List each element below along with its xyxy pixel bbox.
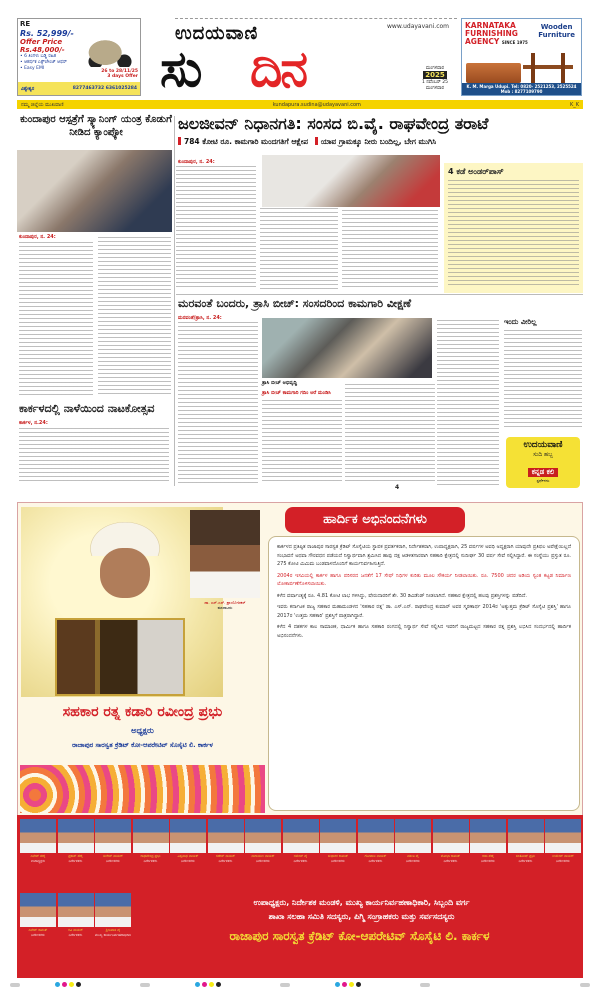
scooter-feature: • 6 ತಿಂಗಳು ಬಡ್ಡಿ ರಹಿತ <box>20 54 57 59</box>
secondary-portrait <box>190 510 260 598</box>
member-role: ನಿರ್ದೇಶಕರು <box>31 932 45 937</box>
color-dot <box>209 982 214 987</box>
color-dot <box>342 982 347 987</box>
member-name: ರವಿ ನಾಯಕ್ <box>68 928 83 932</box>
member-photo <box>20 819 56 853</box>
promo-badge: ಕನ್ನಡ ಕಲಿ <box>528 468 559 477</box>
masthead-dina: ದಿನ <box>250 40 307 98</box>
member-photo <box>58 819 94 853</box>
promo-title: ಉದಯವಾಣಿ <box>523 440 563 450</box>
member-card <box>95 893 131 955</box>
member-photo <box>95 893 131 927</box>
edition-code: K_K <box>569 101 579 108</box>
member-role: ಉಪಾಧ್ಯಕ್ಷರು <box>30 858 46 863</box>
member-name: ಗಣೇಶ್ ನಾಯಕ್ <box>215 854 236 858</box>
color-dot <box>202 982 207 987</box>
member-role: ನಿರ್ದೇಶಕರು <box>68 858 83 863</box>
scooter-feature: • Easy EMI <box>20 66 45 71</box>
left-article-photo <box>17 150 172 232</box>
main-article-subheads <box>178 137 583 147</box>
registration-pill <box>420 983 430 987</box>
member-photo <box>545 819 581 853</box>
felicitation-paragraph: ಕಳೆದ 4 ದಶಕಗಳ ಕಾಲ ಸಾಮಾಜಿಕ, ಧಾರ್ಮಿಕ ಹಾಗೂ ಸಹಕಾರಿ ರಂಗದಲ್ಲಿ ನಿಸ್ವಾರ್ಥ ಸೇವೆ ಸಲ್ಲಿಸಿದ ಇವರಿಗೆ ರಾಜ್ಯಮಟ್ಟದ ಸಹಕಾರ ರತ್ನ ಪ್ರಶಸ್ತಿ ಲಭಿಸಿದ ಸಂದರ್ಭದಲ್ಲಿ ಹಾರ್ದಿಕ ಅಭಿನಂದನೆಗಳು. <box>277 624 571 639</box>
karkala-article-headline[interactable]: ಕಾರ್ಕಳದಲ್ಲಿ ನಾಳೆಯಿಂದ ನಾಟಕೋತ್ಸವ <box>19 402 155 415</box>
member-card <box>395 819 431 881</box>
masthead-su: ಸು <box>160 40 201 98</box>
member-name: ಶ್ರೀನಿವಾಸ ಪೈ <box>105 928 121 932</box>
scooter-offer-price: Rs.48,000/- <box>20 46 65 54</box>
member-photo <box>58 893 94 927</box>
member-role: ಮುಖ್ಯ ಕಾರ್ಯನಿರ್ವಹಣಾಧಿಕಾರಿ <box>95 932 131 937</box>
karkala-article-body <box>19 428 169 484</box>
member-name: ವಿಶ್ವನಾಥ ನಾಯಕ್ <box>177 854 199 858</box>
maravanthe-article-headline[interactable]: ಮರವಂತೆ ಬಂದರು, ತ್ರಾಸಿ ಬೀಚ್: ಸಂಸದರಿಂದ ಕಾಮಗಾರಿ ವೀಕ್ಷಣೆ <box>178 297 412 310</box>
honoree-society: ರಾಜಾಪುರ ಸಾರಸ್ವತ ಕ್ರೆಡಿಟ್ ಕೋ-ಆಪರೇಟಿವ್ ಸೊಸೈಟಿ ಲಿ. ಕಾರ್ಕಳ <box>72 741 213 749</box>
member-photo <box>470 819 506 853</box>
maravanthe-photo <box>262 318 432 378</box>
company-line-2: FURNISHING <box>465 29 518 38</box>
year-badge: 2025 <box>425 71 445 79</box>
main-article-headline[interactable]: ಜಲಜೀವನ್ ನಿಧಾನಗತಿ: ಸಂಸದ ಬಿ.ವೈ. ರಾಘವೇಂದ್ರ ತರಾಟೆ <box>178 114 489 133</box>
udayavani-sudi-habba-promo[interactable] <box>506 437 580 488</box>
member-card <box>208 819 244 881</box>
product-line-2: Furniture <box>538 31 575 39</box>
felicitation-paragraph: ಕಳೆದ ವರ್ಷಾಂತ್ಯಕ್ಕೆ ರೂ. 4.81 ಕೋಟಿ ಲಾಭ ಗಳಿಸಿದ್ದು, ಷೇರುದಾರರಿಗೆ ಶೇ. 30 ಡಿವಿಡೆಂಡ್ ನೀಡಲಾಗಿದೆ. ಸಹಕಾರ ಕ್ಷೇತ್ರದಲ್ಲಿ ಹಲವು ಪ್ರಶಸ್ತಿಗಳನ್ನು ಪಡೆದಿದೆ. <box>277 592 527 599</box>
scooter-image <box>86 31 134 67</box>
underpass-body <box>448 180 579 288</box>
member-role: ನಿರ್ದೇಶಕರು <box>443 858 458 863</box>
member-card <box>95 819 131 881</box>
cmyk-dots <box>195 982 221 987</box>
scooter-ad[interactable] <box>17 18 141 96</box>
award-frames-image <box>55 618 185 696</box>
furniture-contact-bar <box>462 83 581 95</box>
furniture-product <box>538 23 575 39</box>
color-dot <box>335 982 340 987</box>
member-card <box>545 819 581 881</box>
scooter-offer-label: Offer Price <box>20 38 63 46</box>
member-card <box>170 819 206 881</box>
member-role: ನಿರ್ದೇಶಕರು <box>556 858 570 863</box>
honoree-title: ಸಹಕಾರ ರತ್ನ ಕಡಾರಿ ರವೀಂದ್ರ ಪ್ರಭು <box>62 704 223 720</box>
color-dot <box>195 982 200 987</box>
member-name: ದಿನೇಶ್ ಕಾಮತ್ <box>28 928 48 932</box>
top-rule <box>175 18 457 19</box>
maravanthe-body-col1 <box>178 322 258 484</box>
maravanthe-body-col4 <box>437 320 499 485</box>
company-line-3: AGENCY <box>465 37 500 46</box>
member-photo <box>508 819 544 853</box>
scooter-feature: • ಆಕರ್ಷಕ ಎಕ್ಸ್‌ಚೇಂಜ್ ಆಫರ್ <box>20 60 67 65</box>
member-role: ನಿರ್ದೇಶಕರು <box>518 858 533 863</box>
dining-table-image <box>523 53 573 83</box>
member-name: ಪ್ರಕಾಶ್ ಶೆಣೈ <box>68 854 83 858</box>
cmyk-dots <box>55 982 81 987</box>
issue-date: 1 ನವೆಂಬರ್ 25 <box>422 80 448 85</box>
member-name: ನಾರಾಯಣ ನಾಯಕ್ <box>251 854 275 858</box>
members-line-2: ಶಾಖಾ ಸಲಹಾ ಸಮಿತಿ ಸದಸ್ಯರು, ಪಿಗ್ಮಿ ಸಂಗ್ರಾಹಕರು ಮತ್ತು ಸರ್ವಸದಸ್ಯರು <box>268 912 455 921</box>
dealer-name: ವಿಶ್ವೇಶ್ವರ <box>21 86 35 92</box>
color-dot <box>356 982 361 987</box>
member-card <box>20 893 56 955</box>
member-name: ಸಂತೋಷ್ ಪ್ರಭು <box>515 854 536 858</box>
member-photo <box>395 819 431 853</box>
main-article-body-col1 <box>176 166 256 290</box>
masthead-udayavani: ಉದಯವಾಣಿ <box>175 23 259 44</box>
maravanthe-body-col3 <box>345 384 435 484</box>
color-dot <box>216 982 221 987</box>
promo-subtitle: ಸುದಿ ಹಬ್ಬ <box>533 451 553 458</box>
member-name: ದಿನೇಶ್ ಶೆಣೈ <box>30 854 46 858</box>
member-photo <box>95 819 131 853</box>
member-card <box>433 819 469 881</box>
scooter-brand: RE <box>20 20 31 28</box>
color-dot <box>69 982 74 987</box>
member-card <box>358 819 394 881</box>
left-article-headline[interactable]: ಕುಂದಾಪುರ ಆಸ್ಪತ್ರೆಗೆ ಸ್ಕ್ಯಾನಿಂಗ್ ಯಂತ್ರ ಕೊಡುಗೆ ನೀಡಿದ ಕ್ಯಾಂಪ್ಕೋ <box>20 114 172 138</box>
dealer-phone-1: 8277463732 <box>72 86 105 91</box>
member-role: ನಿರ್ದೇಶಕರು <box>481 858 495 863</box>
member-role: ನಿರ್ದೇಶಕರು <box>106 858 120 863</box>
left-article-dateline: ಕುಂದಾಪುರ, ನ. 24: <box>19 234 56 240</box>
indu-viralla-heading: ಇಂದು ವೀರಿಲ್ಲ <box>504 318 537 326</box>
trasi-photo-caption: ತ್ರಾಸಿ ಬೀಚ್ ಅಭಿವೃದ್ಧಿ <box>262 380 298 386</box>
member-name: ಶೋಭಾ ಕಾಮತ್ <box>440 854 461 858</box>
member-role: ನಿರ್ದೇಶಕರು <box>331 858 345 863</box>
member-photo <box>133 819 169 853</box>
maravanthe-dateline: ಮರವಂತೆ/ತ್ರಾಸಿ, ನ. 24: <box>178 315 222 321</box>
congratulations-banner: ಹಾರ್ದಿಕ ಅಭಿನಂದನೆಗಳು <box>285 507 465 533</box>
issue-place: ಮಂಗಳವಾರ <box>425 86 444 91</box>
scooter-offer-dates <box>101 69 138 79</box>
honoree-role: ಅಧ್ಯಕ್ಷರು <box>131 726 154 735</box>
member-role: ನಿರ್ದೇಶಕರು <box>68 932 83 937</box>
furniture-company <box>465 22 528 47</box>
cmyk-dots <box>335 982 361 987</box>
dealer-phones <box>73 86 137 91</box>
scooter-dealer-bar <box>18 82 140 95</box>
flowers-decoration <box>20 765 265 813</box>
member-role: ನಿರ್ದೇಶಕರು <box>181 858 195 863</box>
member-name: ರಮೇಶ್ ಪೈ <box>293 854 308 858</box>
website-link[interactable]: www.udayavani.com <box>387 23 450 30</box>
member-photo <box>208 819 244 853</box>
member-role: ನಿರ್ದೇಶಕರು <box>218 858 233 863</box>
offer-duration: 3 days Offer <box>107 74 138 79</box>
member-role: ನಿರ್ದೇಶಕರು <box>293 858 308 863</box>
furniture-ad[interactable] <box>461 18 582 96</box>
member-card <box>320 819 356 881</box>
member-role: ನಿರ್ದೇಶಕರು <box>143 858 158 863</box>
maravanthe-body-col2 <box>262 400 342 484</box>
color-dot <box>62 982 67 987</box>
underpass-sidebar <box>444 163 583 293</box>
red-bullet <box>178 137 181 145</box>
page-number: 4 <box>395 484 400 491</box>
member-role: ನಿರ್ದೇಶಕರು <box>256 858 270 863</box>
company-since: SINCE 1975 <box>501 40 528 45</box>
company-line-1: KARNATAKA <box>465 21 516 30</box>
member-role: ನಿರ್ದೇಶಕರು <box>406 858 420 863</box>
left-article-body-col2 <box>98 237 171 395</box>
indu-viralla-body <box>504 330 582 430</box>
main-subhead-1: 784 ಕೋಟಿ ರೂ. ಕಾಮಗಾರಿ ಮಂದಗತಿಗೆ ಆಕ್ಷೇಪ <box>184 137 309 146</box>
member-name: ಗೋಪಾಲ ನಾಯಕ್ <box>364 854 387 858</box>
member-role: ನಿರ್ದೇಶಕರು <box>368 858 383 863</box>
furniture-mobile: Mob : 8277109790 <box>500 89 543 94</box>
member-photo <box>358 819 394 853</box>
member-photo <box>283 819 319 853</box>
member-name: ರಾಘವೇಂದ್ರ ಪ್ರಭು <box>140 854 161 858</box>
member-card <box>58 819 94 881</box>
member-name: ಉಮೇಶ್ ನಾಯಕ್ <box>552 854 574 858</box>
member-card <box>283 819 319 881</box>
secondary-role: ಮಾರಾಟರು <box>217 605 233 610</box>
edition-date-box <box>418 66 452 92</box>
members-line-1: ಉಪಾಧ್ಯಕ್ಷರು, ನಿರ್ದೇಶಕ ಮಂಡಳಿ, ಮುಖ್ಯ ಕಾರ್ಯನಿರ್ವಹಣಾಧಿಕಾರಿ, ಸಿಬ್ಬಂದಿ ವರ್ಗ <box>253 898 470 907</box>
furniture-address: K. M. Marga Udupi. Tel: 0820- 2521253, 2525524 <box>466 84 577 89</box>
members-society-name: ರಾಜಾಪುರ ಸಾರಸ್ವತ ಕ್ರೆಡಿಟ್ ಕೋ-ಆಪರೇಟಿವ್ ಸೊಸೈಟಿ ಲಿ. ಕಾರ್ಕಳ <box>229 929 490 943</box>
header-info-band <box>17 100 583 109</box>
registration-pill <box>140 983 150 987</box>
member-photo <box>20 893 56 927</box>
product-line-1: Wooden <box>540 23 573 31</box>
column-divider <box>174 116 175 486</box>
registration-pill <box>580 983 590 987</box>
edition-label: ಮಂಗಳವಾರ <box>425 66 444 71</box>
karkala-dateline: ಕಾರ್ಕಳ, ನ.24: <box>19 420 48 426</box>
member-photo <box>433 819 469 853</box>
secondary-portrait-caption <box>190 600 260 610</box>
member-card <box>20 819 56 881</box>
felicitation-paragraph: ಇವರು ಕರ್ನಾಟಕ ರಾಜ್ಯ ಸಹಕಾರ ಮಹಾಮಂಡಳದ 'ಸಹಕಾರ ರತ್ನ' ಡಾ. ಎಸ್.ಎನ್. ರಾಘವೇಂದ್ರ ಕುಮಾರ್ ಅವರ ಸ್ಮರಣಾರ್ಥ 2014ರ 'ಅತ್ಯುತ್ತಮ ಕ್ರೆಡಿಟ್ ಸೊಸೈಟಿ ಪ್ರಶಸ್ತಿ' ಹಾಗೂ 2017ರ 'ಉತ್ತಮ ಸಹಕಾರಿ' ಪ್ರಶಸ್ತಿಗೆ ಪಾತ್ರರಾಗಿದ್ದಾರೆ. <box>277 604 571 619</box>
member-name: ಸುರೇಶ್ ನಾಯಕ್ <box>103 854 123 858</box>
member-card <box>58 893 94 955</box>
main-article-photo <box>262 155 440 207</box>
member-photo <box>320 819 356 853</box>
offer-dates: 26 to 28/11/25 <box>101 69 138 74</box>
member-name: ಸುಧಾಕರ ಕಾಮತ್ <box>327 854 349 858</box>
member-name: ವಸಂತಿ ಪೈ <box>407 854 419 858</box>
main-article-dateline: ಕುಂದಾಪುರ, ನ. 24: <box>178 159 215 165</box>
member-name: ಆಶಾ ಶೆಣೈ <box>482 854 494 858</box>
registration-pill <box>10 983 20 987</box>
honoree-portrait <box>100 548 150 598</box>
scooter-price: Rs. 52,999/- <box>20 29 74 38</box>
member-card <box>470 819 506 881</box>
red-bullet <box>315 137 318 145</box>
underpass-title: 4 ಕಡೆ ಅಂಡರ್‌ಪಾಸ್ <box>448 167 504 176</box>
member-photo <box>245 819 281 853</box>
member-card <box>245 819 281 881</box>
color-dot <box>349 982 354 987</box>
color-dot <box>76 982 81 987</box>
registration-pill <box>280 983 290 987</box>
left-article-body-col1 <box>19 242 93 395</box>
color-dot <box>55 982 60 987</box>
edition-email[interactable]: kundapura.sudina@udayavani.com <box>272 101 361 108</box>
main-subhead-2: ಯಾವ ಗ್ರಾಮಕ್ಕೂ ನೀರು ಬಂದಿಲ್ಲ, ಬೇಗ ಮುಗಿಸಿ <box>320 137 437 146</box>
tagline: ನಮ್ಮ ಜಿಲ್ಲೆಯ ಮುಖವಾಣಿ <box>21 101 64 108</box>
felicitation-paragraph: ಕಾರ್ಕಳದ ಪ್ರತಿಷ್ಠಿತ ರಾಜಾಪುರ ಸಾರಸ್ವತ ಕ್ರೆಡಿಟ್ ಸೊಸೈಟಿಯ ಸ್ಥಾಪಕ ಪ್ರವರ್ತಕರಾಗಿ, ನಿರ್ದೇಶಕರಾಗಿ, ಉಪಾಧ್ಯಕ್ಷರಾಗಿ, 25 ವರ್ಷಗಳ ಅವಧಿ ಅಧ್ಯಕ್ಷರಾಗಿ ಯಾವುದೇ ಪ್ರತಿಫಲ ಅಪೇಕ್ಷೆಯಿಲ್ಲದೆ ಸಂಭಾವನೆ ಅಥವಾ ಗೌರವಧನ ಪಡೆಯದೆ ನಿಸ್ವಾರ್ಥವಾಗಿ ಶ್ರಮಿಸಿದ ಹಾಫು ದಕ್ಷ ಆಡಳಿತಗಾರರಾಗಿ ಸಹಕಾರಿ ಕ್ಷೇತ್ರದಲ್ಲಿ ಸುದೀರ್ಘ 30 ವರ್ಷ ಸೇವೆ ಸಲ್ಲಿಸಿದ್ದಾರೆ. ಈ ಸಂಸ್ಥೆಯು ಪ್ರಸ್ತುತ ರೂ. 275 ಕೋಟಿ ಮಿಮಿಮ ಬಂಡವಾಳದೊಂದಿಗೆ ಕಾರ್ಯನಿರ್ವಹಿಸುತ್ತಿದೆ. <box>277 544 571 567</box>
member-card <box>508 819 544 881</box>
felicitation-text-box <box>268 536 580 811</box>
trasi-subhead: ತ್ರಾಸಿ ಬೀಚ್ ಕಾಮಗಾರಿ ಗದಿಂ ಅರೆ ಮಂಡಿಸಿ <box>262 390 331 396</box>
felicitation-paragraph: 2004ರ ಇಸವಿಯಲ್ಲಿ ಕಾರ್ಕಳ ಹಾಗೂ ಪರಿಸರದ ಜನತೆಗೆ 17 ಸೇಫ್ ನಿಧಿಗಳ ಕುರಿತು ಮೂಲ ಸೌಕರ್ಯ ನೀಡಲಾಯಿತು. ರೂ. 7500 ಚದರ ಅಡಿಯ ಸ್ವಂತ ಕಟ್ಟಡ ನಿರ್ಮಾಣ ಲೋಕಾರ್ಪಣೆಗೊಳಿಸಲಾಯಿತು. <box>277 572 571 587</box>
member-card <box>133 819 169 881</box>
main-article-body-col3 <box>342 210 438 290</box>
member-photo <box>170 819 206 853</box>
main-article-body-col2 <box>260 208 338 290</box>
secondary-name: ಡಾ. ಎಸ್.ಎಸ್. ಪ್ರಾಯೋಜಕರ್ <box>204 600 246 605</box>
section-rule <box>176 294 583 295</box>
promo-footer: ಸ್ಪರ್ಧೆಗಳು <box>536 478 550 483</box>
bed-image <box>466 63 521 83</box>
dealer-phone-2: 6361025284 <box>105 86 137 91</box>
